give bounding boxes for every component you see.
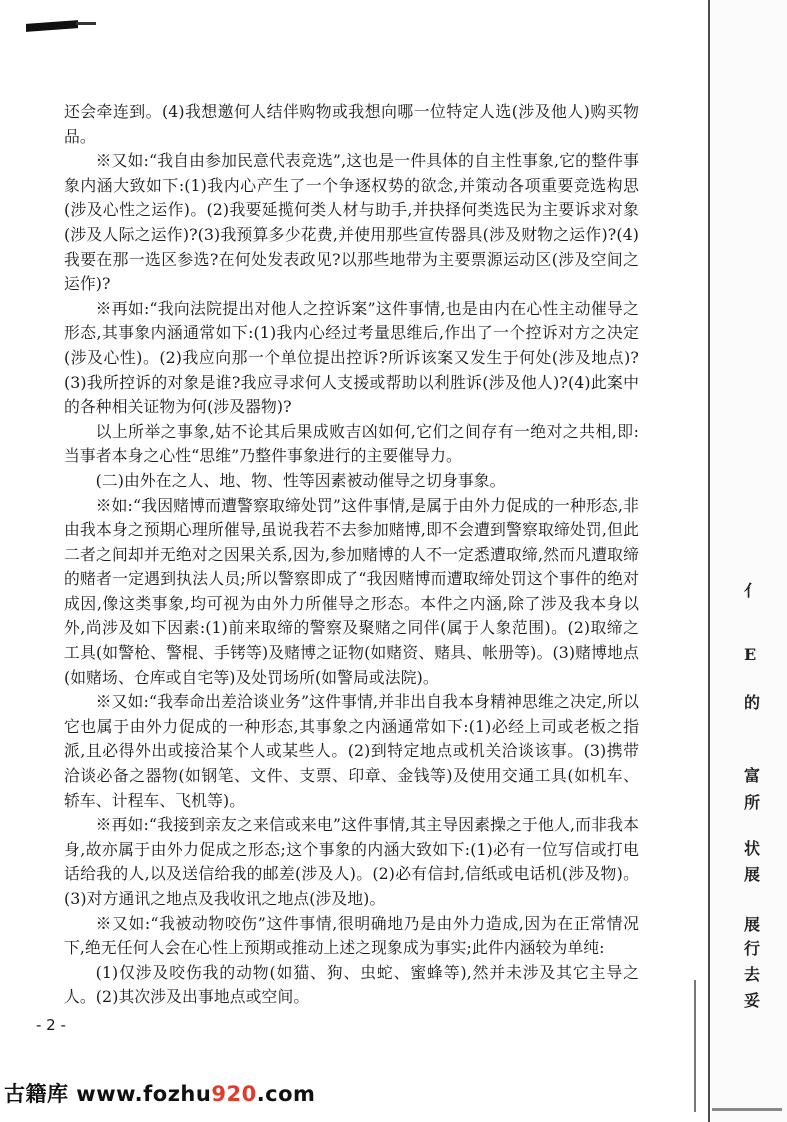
paragraph-10: (1)仅涉及咬伤我的动物(如猫、狗、虫蛇、蜜蜂等),然并未涉及其它主导之人。(2)其次涉及出事地点或空间。 bbox=[64, 962, 639, 1007]
page-body bbox=[64, 100, 639, 1010]
scan-mark bbox=[26, 20, 78, 32]
facing-page-char: 亻 bbox=[744, 581, 761, 600]
facing-page-char: 妥 bbox=[744, 991, 761, 1010]
facing-page-char: E bbox=[744, 645, 757, 664]
page-gutter-line bbox=[708, 0, 710, 1122]
facing-page-char: 所 bbox=[744, 793, 761, 812]
facing-page-char: 去 bbox=[744, 965, 761, 984]
facing-page-char: 展 bbox=[744, 915, 761, 934]
scan-smudge bbox=[712, 1108, 782, 1111]
paragraph-1: 还会牵连到。(4)我想邀何人结伴购物或我想向哪一位特定人选(涉及他人)购买物品。 bbox=[64, 102, 639, 146]
paragraph-4: 以上所举之事象,姑不论其后果成败吉凶如何,它们之间存有一绝对之共相,即:当事者本身之心性“思维”乃整件事象进行的主要催导力。 bbox=[64, 421, 639, 466]
facing-page-char: 展 bbox=[744, 865, 761, 884]
paragraph-6: ※如:“我因赌博而遭警察取缔处罚”这件事情,是属于由外力促成的一种形态,非由我本身之预期心理所催导,虽说我若不去参加赌博,即不会遭到警察取缔处罚,但此二者之间却并无绝对之因果关系,因为,参加赌博的人不一定悉遭取缔,然而凡遭取缔的赌者一定遇到执法人员;所以警察即成了“我因赌博而遭取缔处罚这个事件的绝对成因,像这类事象,均可视为由外力所催导之形态。本件之内涵,除了涉及我本身以外,尚涉及如下因素:(1)前来取缔的警察及聚赌之同伴(属于人象范围)。(2)取缔之工具(如警枪、警棍、手铐等)及赌博之证物(如赌资、赌具、帐册等)。(3)赌博地点(如赌场、仓库或自宅等)及处罚场所(如警局或法院)。 bbox=[64, 495, 639, 687]
watermark-suffix: .com bbox=[256, 1082, 316, 1106]
paragraph-2: ※又如:“我自由参加民意代表竞选”,这也是一件具体的自主性事象,它的整件事象内涵大致如下:(1)我内心产生了一个争逐权势的欲念,并策动各项重要竞选构思(涉及心性之运作)。(2)我要延揽何类人材与助手,并抉择何类选民为主要诉求对象(涉及人际之运作)?(3)我预算多少花费,并使用那些宣传器具(涉及财物之运作)?(4)我要在那一选区参选?在何处发表政见?以那些地带为主要票源运动区(涉及空间之运作)? bbox=[64, 151, 639, 294]
facing-page-char: 状 bbox=[744, 839, 761, 858]
site-watermark bbox=[4, 1078, 315, 1108]
facing-page-char: 的 bbox=[744, 693, 761, 712]
paragraph-7: ※又如:“我奉命出差洽谈业务”这件事情,并非出自我本身精神思维之决定,所以它也属于由外力促成的一种形态,其事象之内涵通常如下:(1)必经上司或老板之指派,且必得外出或接洽某个人或某些人。(2)到特定地点或机关洽谈该事。(3)携带洽谈必备之器物(如钢笔、文件、支票、印章、金钱等)及使用交通工具(如机车、轿车、计程车、飞机等)。 bbox=[64, 692, 639, 810]
watermark-highlight: 920 bbox=[211, 1082, 257, 1106]
paragraph-9: ※又如:“我被动物咬伤”这件事情,很明确地乃是由外力造成,因为在正常情况下,绝无任何人会在心性上预期或推动上述之现象成为事实;此件内涵较为单纯: bbox=[64, 913, 639, 958]
facing-page-char: 富 bbox=[744, 766, 761, 785]
paragraph-8: ※再如:“我接到亲友之来信或来电”这件事情,其主导因素操之于他人,而非我本身,故亦属于由外力促成之形态;这个事象的内涵大致如下:(1)必有一位写信或打电话给我的人,以及送信给我的邮差(涉及人)。(2)必有信封,信纸或电话机(涉及物)。(3)对方通讯之地点及我收讯之地点(涉及地)。 bbox=[64, 815, 639, 908]
watermark-prefix: 古籍库 www.fozhu bbox=[4, 1082, 212, 1106]
page-gutter-shadow bbox=[694, 980, 696, 1112]
scan-mark-tail bbox=[76, 22, 96, 25]
facing-page-char: 行 bbox=[744, 939, 761, 958]
paragraph-3: ※再如:“我向法院提出对他人之控诉案”这件事情,也是由内在心性主动催导之形态,其事象内涵通常如下:(1)我内心经过考量思维后,作出了一个控诉对方之决定(涉及心性)。(2)我应向那一个单位提出控诉?所诉该案又发生于何处(涉及地点)?(3)我所控诉的对象是谁?我应寻求何人支援或帮助以利胜诉(涉及他人)?(4)此案中的各种相关证物为何(涉及器物)? bbox=[64, 298, 639, 417]
section-heading: (二)由外在之人、地、物、性等因素被动催导之切身事象。 bbox=[95, 470, 506, 490]
page-number: - 2 - bbox=[36, 1016, 66, 1034]
